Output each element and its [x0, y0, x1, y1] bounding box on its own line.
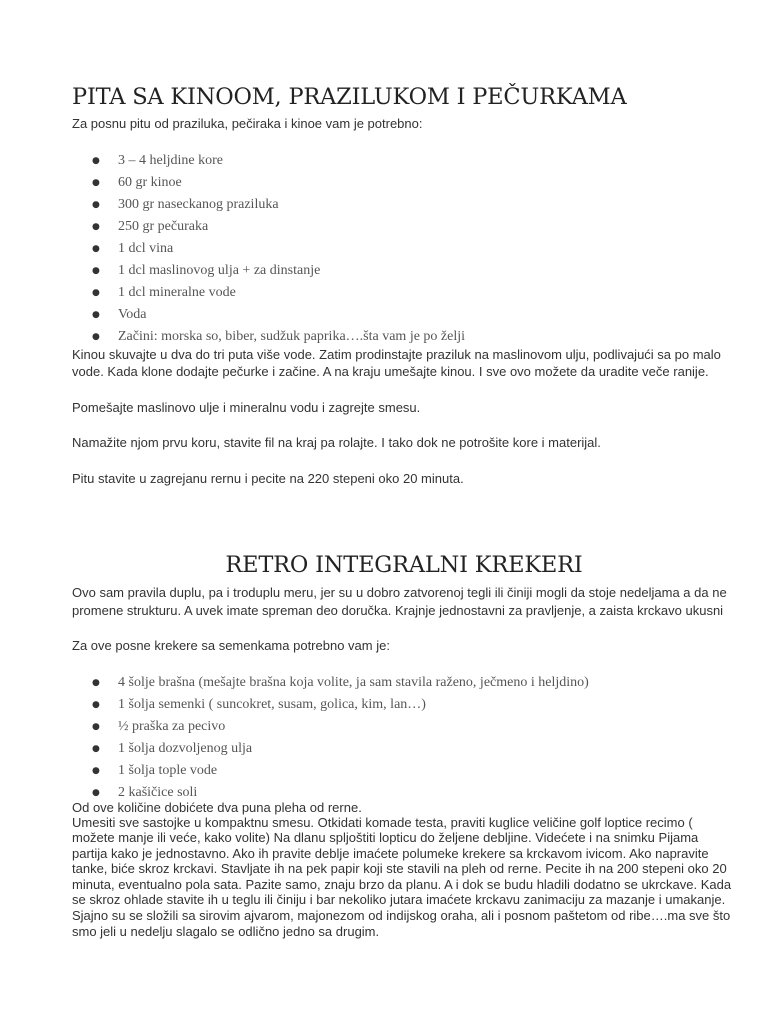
- bullet-icon: ●: [92, 721, 100, 732]
- list-item: ● 1 šolja tople vode: [72, 760, 736, 782]
- bullet-icon: ●: [92, 765, 100, 776]
- list-item: ● 3 – 4 heljdine kore: [72, 150, 736, 172]
- bullet-icon: ●: [92, 243, 100, 254]
- ingredient-list-krekeri: [72, 672, 736, 804]
- recipe-title-pita: PITA SA KINOOM, PRAZILUKOM I PEČURKAMA: [72, 84, 627, 110]
- bullet-icon: ●: [92, 199, 100, 210]
- bullet-icon: ●: [92, 743, 100, 754]
- list-item: ● 1 dcl vina: [72, 238, 736, 260]
- recipe-intro-krekeri: Ovo sam pravila duplu, pa i troduplu meru, jer su u dobro zatvorenoj tegli ili činiji mogli da stoje nedeljama a da ne promene strukturu. A uvek imate spreman deo doručka. Krajnje jednostavni za pravljenje, a zaista krckavo ukusni: [72, 585, 727, 618]
- bullet-icon: ●: [92, 221, 100, 232]
- list-item: ● 300 gr naseckanog praziluka: [72, 194, 736, 216]
- bullet-icon: ●: [92, 309, 100, 320]
- step-paragraph: Pomešajte maslinovo ulje i mineralnu vodu i zagrejte smesu.: [72, 399, 421, 415]
- list-item: ● 250 gr pečuraka: [72, 216, 736, 238]
- list-item: ● 1 dcl mineralne vode: [72, 282, 736, 304]
- recipe-intro-pita: Za posnu pitu od praziluka, pečiraka i kinoe vam je potrebno:: [72, 116, 423, 131]
- recipe-subintro-krekeri: Za ove posne krekere sa semenkama potrebno vam je:: [72, 638, 390, 653]
- list-item: ● 1 šolja dozvoljenog ulja: [72, 738, 736, 760]
- step-paragraph: Pitu stavite u zagrejanu rernu i pecite na 220 stepeni oko 20 minuta.: [72, 470, 464, 486]
- list-item: ● 60 gr kinoe: [72, 172, 736, 194]
- step-paragraph: Namažite njom prvu koru, stavite fil na kraj pa rolajte. I tako dok ne potrošite kore i materijal.: [72, 435, 601, 450]
- bullet-icon: ●: [92, 287, 100, 298]
- method-paragraph: Umesiti sve sastojke u kompaktnu smesu. Otkidati komade testa, praviti kuglice veličine golf loptice recimo ( možete manje ili veće, kako volite) Na dlanu spljoštiti lopticu do željene debljine. Videćete i na snimku Pijama partija kako je jednostavno. Ako ih pravite deblje imaćete polumeke krekere sa krckavom ivicom. Ako napravite tanke, biće skroz krckavi. Stavljate ih na pek papir koji ste stavili na pleh od rerne. Pecite ih na 200 stepeni oko 20 minuta, eventualno pola sata. Pazite samo, znaju brzo da planu. A i dok se budu hladili dodatno se ukrckave. Kada se skroz ohlade stavite ih u teglu ili činiju i bar nekoliko jutara imaćete krckavu zanimaciju za mazanje i umakanje. Sjajno su se složili sa sirovim ajvarom, majonezom od indijskog oraha, ali i posnom paštetom od ribe….ma sve što smo jeli u nedelju slagalo se odlično jedno sa drugim.: [72, 814, 732, 939]
- bullet-icon: ●: [92, 699, 100, 710]
- step-paragraph: Kinou skuvajte u dva do tri puta više vode. Zatim prodinstajte praziluk na maslinovom ulju, podlivajući sa po malo vode. Kada klone dodajte pečurke i začine. A na kraju umešajte kinou. I sve ovo možete da uradite veče ranije.: [72, 346, 721, 379]
- bullet-icon: ●: [92, 265, 100, 276]
- list-item: ● Voda: [72, 304, 736, 326]
- bullet-icon: ●: [92, 155, 100, 166]
- list-item: ● Začini: morska so, biber, sudžuk paprika….šta vam je po želji: [72, 326, 736, 348]
- list-item: ● 2 kašičice soli: [72, 782, 736, 804]
- list-item: ● ½ praška za pecivo: [72, 716, 736, 738]
- bullet-icon: ●: [92, 787, 100, 798]
- list-item: ● 1 dcl maslinovog ulja + za dinstanje: [72, 260, 736, 282]
- bullet-icon: ●: [92, 331, 100, 342]
- document-page: [72, 78, 736, 939]
- bullet-icon: ●: [92, 177, 100, 188]
- ingredient-list-pita: [72, 150, 736, 348]
- bullet-icon: ●: [92, 677, 100, 688]
- yield-note: Od ove količine dobićete dva puna pleha od rerne.: [72, 799, 362, 815]
- list-item: ● 4 šolje brašna (mešajte brašna koja volite, ja sam stavila raženo, ječmeno i heljdino): [72, 672, 736, 694]
- recipe-title-krekeri: RETRO INTEGRALNI KREKERI: [225, 552, 583, 578]
- list-item: ● 1 šolja semenki ( suncokret, susam, golica, kim, lan…): [72, 694, 736, 716]
